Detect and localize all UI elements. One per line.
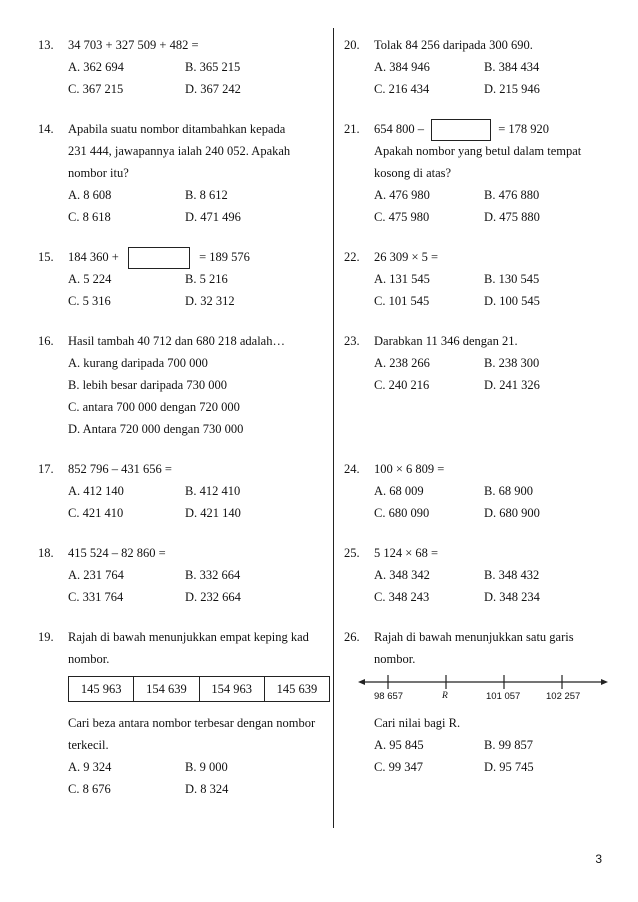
option-c[interactable]: C. 680 090 [374, 506, 430, 520]
option-d[interactable]: D. 367 242 [185, 82, 241, 96]
question-stem: nombor. [68, 652, 110, 666]
number-card: 154 963 [200, 677, 265, 701]
stem-after-box: = 189 576 [199, 250, 250, 264]
option-d[interactable]: D. 215 946 [484, 82, 540, 96]
question-stem: Apakah nombor yang betul dalam tempat [374, 144, 582, 158]
question-number: 19. [38, 630, 54, 644]
number-card: 145 963 [69, 677, 134, 701]
question-number: 17. [38, 462, 54, 476]
option-c[interactable]: C. 101 545 [374, 294, 430, 308]
question-stem: 852 796 – 431 656 = [68, 462, 172, 476]
option-a[interactable]: A. 5 224 [68, 272, 112, 286]
page-number: 3 [595, 852, 602, 866]
option-b[interactable]: B. 238 300 [484, 356, 540, 370]
tick-label: 98 657 [374, 691, 404, 702]
option-c[interactable]: C. 8 676 [68, 782, 111, 796]
column-divider [333, 28, 334, 828]
option-d[interactable]: D. 241 326 [484, 378, 540, 392]
option-a[interactable]: A. 8 608 [68, 188, 112, 202]
question-number: 16. [38, 334, 54, 348]
option-d[interactable]: D. 100 545 [484, 294, 540, 308]
option-b[interactable]: B. lebih besar daripada 730 000 [68, 378, 227, 392]
question-stem: Rajah di bawah menunjukkan empat keping kad [68, 630, 309, 644]
option-b[interactable]: B. 130 545 [484, 272, 540, 286]
option-a[interactable]: A. 384 946 [374, 60, 430, 74]
question-stem: Hasil tambah 40 712 dan 680 218 adalah… [68, 334, 285, 348]
option-c[interactable]: C. 5 316 [68, 294, 111, 308]
option-c[interactable]: C. 8 618 [68, 210, 111, 224]
question-stem: 100 × 6 809 = [374, 462, 445, 476]
tick-label-unknown: R [442, 691, 448, 701]
question-number: 25. [344, 546, 360, 560]
option-c[interactable]: C. 240 216 [374, 378, 430, 392]
stem-after-box: = 178 920 [498, 122, 550, 136]
number-line-figure [358, 672, 608, 706]
option-a[interactable]: A. 9 324 [68, 760, 112, 774]
question-stem: nombor itu? [68, 166, 129, 180]
number-card: 154 639 [134, 677, 199, 701]
option-a[interactable]: A. 476 980 [374, 188, 430, 202]
option-c[interactable]: C. 421 410 [68, 506, 124, 520]
stem-before-box: 654 800 – [374, 122, 424, 136]
question-number: 15. [38, 250, 54, 264]
answer-blank-box[interactable] [431, 119, 491, 141]
option-b[interactable]: B. 332 664 [185, 568, 241, 582]
option-d[interactable]: D. 475 880 [484, 210, 540, 224]
question-stem: Rajah di bawah menunjukkan satu garis [374, 630, 574, 644]
option-a[interactable]: A. 412 140 [68, 484, 124, 498]
question-number: 21. [344, 122, 360, 136]
option-d[interactable]: D. 232 664 [185, 590, 241, 604]
option-b[interactable]: B. 5 216 [185, 272, 228, 286]
question-number: 18. [38, 546, 54, 560]
option-b[interactable]: B. 9 000 [185, 760, 228, 774]
option-c[interactable]: C. 99 347 [374, 760, 423, 774]
option-a[interactable]: A. 231 764 [68, 568, 124, 582]
option-c[interactable]: C. 367 215 [68, 82, 124, 96]
question-stem: kosong di atas? [374, 166, 452, 180]
number-cards [68, 676, 330, 702]
question-stem: Apabila suatu nombor ditambahkan kepada [68, 122, 286, 136]
tick-label: 102 257 [546, 691, 581, 702]
tick-label: 101 057 [486, 691, 521, 702]
option-a[interactable]: A. 68 009 [374, 484, 424, 498]
option-c[interactable]: C. 348 243 [374, 590, 430, 604]
question-stem: 415 524 – 82 860 = [68, 546, 166, 560]
question-number: 20. [344, 38, 360, 52]
option-d[interactable]: D. 95 745 [484, 760, 534, 774]
option-d[interactable]: D. Antara 720 000 dengan 730 000 [68, 422, 244, 436]
option-b[interactable]: B. 348 432 [484, 568, 540, 582]
option-a[interactable]: A. 238 266 [374, 356, 430, 370]
option-b[interactable]: B. 476 880 [484, 188, 540, 202]
question-stem: Cari nilai bagi R. [374, 716, 461, 730]
number-cards-row [38, 676, 328, 702]
question-stem [374, 118, 549, 141]
question-stem: Cari beza antara nombor terbesar dengan nombor [68, 716, 316, 730]
question-stem: terkecil. [68, 738, 109, 752]
option-b[interactable]: B. 412 410 [185, 484, 241, 498]
option-a[interactable]: A. kurang daripada 700 000 [68, 356, 208, 370]
option-a[interactable]: A. 362 694 [68, 60, 124, 74]
question-stem: 5 124 × 68 = [374, 546, 439, 560]
number-line [344, 672, 614, 708]
option-b[interactable]: B. 8 612 [185, 188, 228, 202]
question-stem: 231 444, jawapannya ialah 240 052. Apakah [68, 144, 291, 158]
question-number: 23. [344, 334, 360, 348]
option-b[interactable]: B. 68 900 [484, 484, 533, 498]
question-stem: 26 309 × 5 = [374, 250, 439, 264]
number-line-axis [358, 672, 608, 692]
number-card: 145 639 [276, 682, 318, 696]
option-d[interactable]: D. 8 324 [185, 782, 229, 796]
stem-before-box: 184 360 + [68, 250, 119, 264]
option-a[interactable]: A. 131 545 [374, 272, 430, 286]
option-c[interactable]: C. antara 700 000 dengan 720 000 [68, 400, 240, 414]
question-stem [68, 246, 250, 269]
option-d[interactable]: D. 421 140 [185, 506, 241, 520]
option-c[interactable]: C. 475 980 [374, 210, 430, 224]
option-d[interactable]: D. 32 312 [185, 294, 235, 308]
option-d[interactable]: D. 348 234 [484, 590, 540, 604]
question-stem: nombor. [374, 652, 416, 666]
question-number: 26. [344, 630, 360, 644]
question-number: 13. [38, 38, 54, 52]
question-number: 22. [344, 250, 360, 264]
question-stem: 34 703 + 327 509 + 482 = [68, 38, 199, 52]
question-stem: Tolak 84 256 daripada 300 690. [374, 38, 533, 52]
option-b[interactable]: B. 99 857 [484, 738, 533, 752]
option-b[interactable]: B. 384 434 [484, 60, 540, 74]
option-a[interactable]: A. 95 845 [374, 738, 424, 752]
option-c[interactable]: C. 216 434 [374, 82, 430, 96]
question-number: 14. [38, 122, 54, 136]
option-d[interactable]: D. 680 900 [484, 506, 540, 520]
answer-blank-box[interactable] [128, 247, 190, 269]
option-a[interactable]: A. 348 342 [374, 568, 430, 582]
option-c[interactable]: C. 331 764 [68, 590, 124, 604]
question-number: 24. [344, 462, 360, 476]
option-b[interactable]: B. 365 215 [185, 60, 241, 74]
question-stem: Darabkan 11 346 dengan 21. [374, 334, 518, 348]
option-d[interactable]: D. 471 496 [185, 210, 241, 224]
